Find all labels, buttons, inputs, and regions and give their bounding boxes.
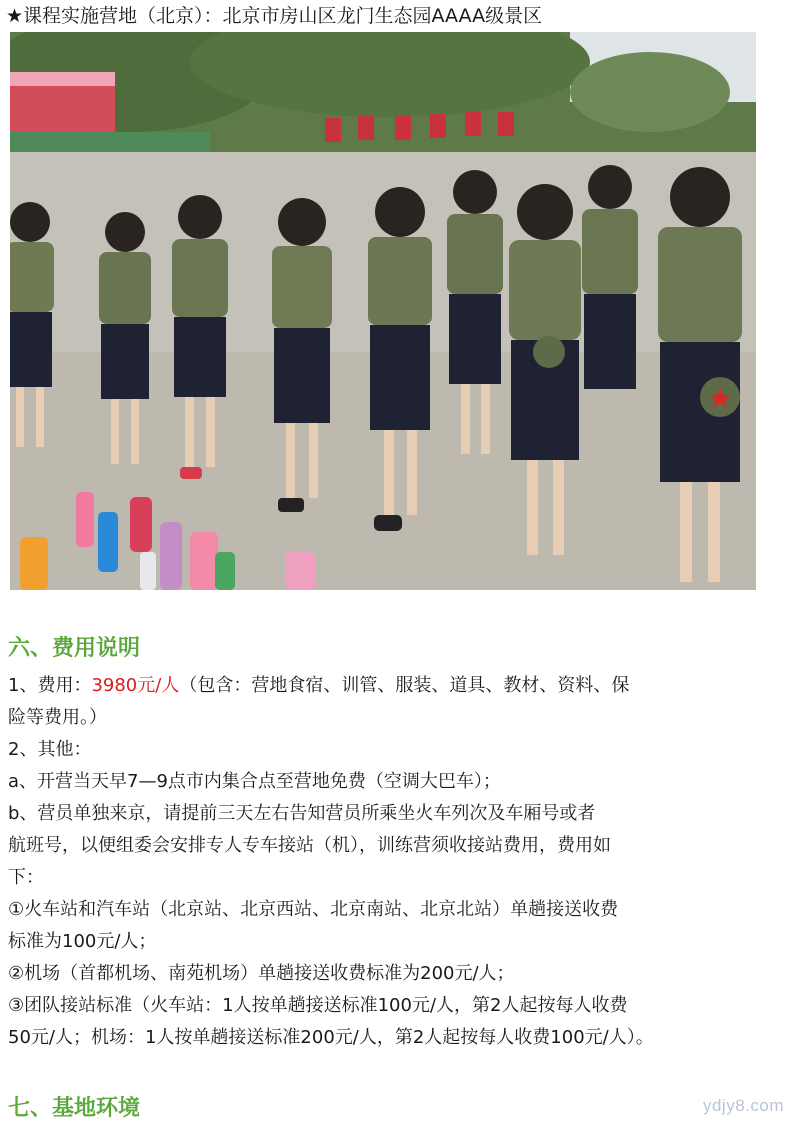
section-heading-environment: 七、基地环境 <box>8 1096 141 1121</box>
camp-location-line: ★课程实施营地（北京）：北京市房山区龙门生态园AAAA级景区 <box>6 5 543 27</box>
section-heading-fees: 六、费用说明 <box>8 636 141 661</box>
fees-body <box>8 670 788 1054</box>
item-3-line-2: 50元/人；机场：1人按单趟接送标准200元/人，第2人起按每人收费100元/人）。 <box>8 1027 654 1048</box>
fee-line <box>8 670 788 702</box>
other-title: 2、其他： <box>8 739 92 760</box>
item-a: a、开营当天早7—9点市内集合点至营地免费（空调大巴车）； <box>8 771 501 792</box>
item-1-line-2: 标准为100元/人； <box>8 931 157 952</box>
item-b-line-2: 航班号，以便组委会安排专人专车接站（机），训练营须收接站费用，费用如 <box>8 835 611 856</box>
camp-photo <box>10 32 756 590</box>
item-1-line-1: ①火车站和汽车站（北京站、北京西站、北京南站、北京北站）单趟接送收费 <box>8 899 619 920</box>
item-3-line-1: ③团队接站标准（火车站：1人按单趟接送标准100元/人，第2人起按每人收费 <box>8 995 628 1016</box>
fee-price: 3980元/人 <box>91 675 180 696</box>
item-b-line-1: b、营员单独来京，请提前三天左右告知营员所乘坐火车列次及车厢号或者 <box>8 803 596 824</box>
item-2: ②机场（首都机场、南苑机场）单趟接送收费标准为200元/人； <box>8 963 515 984</box>
site-watermark: ydjy8.com <box>702 1096 784 1115</box>
item-b-line-3: 下： <box>8 867 44 888</box>
fee-includes-cont: 险等费用。） <box>8 707 107 728</box>
fee-includes: （包含：营地食宿、训管、服装、道具、教材、资料、保 <box>179 675 630 696</box>
fee-prefix: 1、费用： <box>8 675 92 696</box>
